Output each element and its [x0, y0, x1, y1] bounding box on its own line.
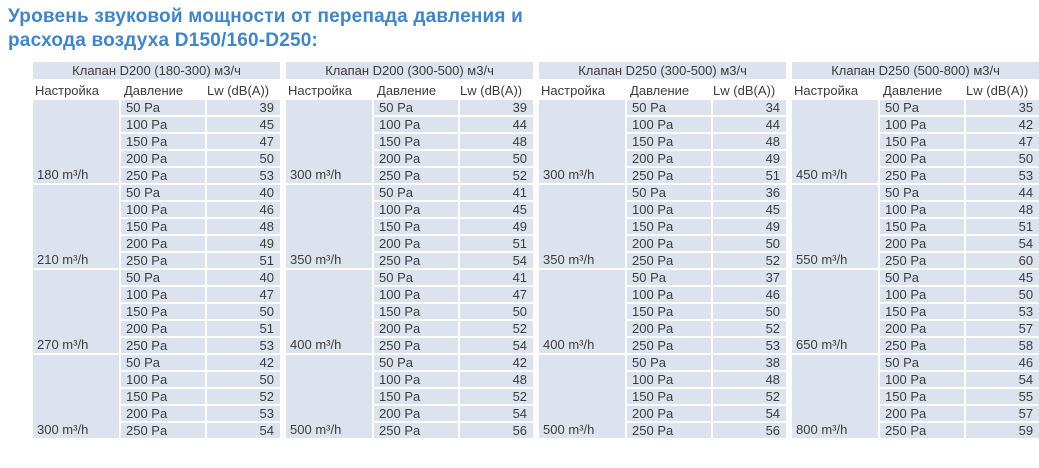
lw-value-cell: 49	[711, 151, 786, 168]
lw-value-cell: 47	[458, 287, 533, 304]
lw-value-cell: 34	[711, 100, 786, 117]
valve-table	[539, 62, 786, 440]
lw-value-cell: 48	[711, 134, 786, 151]
pressure-cell: 250 Pa	[625, 338, 711, 355]
pressure-cell: 50 Pa	[625, 355, 711, 372]
lw-value-cell: 45	[964, 270, 1039, 287]
pressure-cell: 50 Pa	[119, 100, 205, 117]
lw-value-cell: 50	[458, 304, 533, 321]
lw-value-cell: 51	[964, 219, 1039, 236]
lw-value-cell: 53	[205, 338, 280, 355]
table-row	[792, 270, 1039, 287]
pressure-cell: 50 Pa	[372, 100, 458, 117]
col-header-lw: Lw (dB(A))	[711, 81, 786, 100]
pressure-cell: 50 Pa	[119, 355, 205, 372]
pressure-cell: 200 Pa	[372, 236, 458, 253]
pressure-cell: 150 Pa	[372, 389, 458, 406]
setting-cell: 300 m³/h	[286, 100, 372, 185]
lw-value-cell: 60	[964, 253, 1039, 270]
lw-value-cell: 47	[964, 134, 1039, 151]
pressure-cell: 200 Pa	[878, 321, 964, 338]
setting-cell: 270 m³/h	[33, 270, 119, 355]
lw-value-cell: 42	[205, 355, 280, 372]
col-header-lw: Lw (dB(A))	[458, 81, 533, 100]
column-header-row	[792, 81, 1039, 100]
table-row	[539, 185, 786, 202]
lw-value-cell: 54	[458, 253, 533, 270]
pressure-cell: 250 Pa	[625, 253, 711, 270]
lw-value-cell: 53	[205, 168, 280, 185]
table-header-row	[539, 62, 786, 81]
lw-value-cell: 49	[205, 236, 280, 253]
pressure-cell: 200 Pa	[878, 151, 964, 168]
col-header-pressure: Давление	[625, 81, 711, 100]
lw-value-cell: 50	[711, 304, 786, 321]
pressure-cell: 200 Pa	[625, 151, 711, 168]
col-header-setting: Настройка	[286, 81, 372, 100]
pressure-cell: 200 Pa	[119, 321, 205, 338]
lw-value-cell: 46	[964, 355, 1039, 372]
lw-value-cell: 45	[711, 202, 786, 219]
lw-value-cell: 48	[458, 134, 533, 151]
column-header-row	[33, 81, 280, 100]
pressure-cell: 100 Pa	[372, 117, 458, 134]
valve-table	[33, 62, 280, 440]
table-row	[33, 100, 280, 117]
lw-value-cell: 54	[458, 406, 533, 423]
col-header-setting: Настройка	[792, 81, 878, 100]
pressure-cell: 50 Pa	[625, 270, 711, 287]
lw-value-cell: 57	[964, 406, 1039, 423]
page	[0, 5, 1039, 440]
pressure-cell: 250 Pa	[625, 168, 711, 185]
page-title: Уровень звуковой мощности от перепада давления и расхода воздуха D150/160-D250:	[8, 6, 524, 51]
setting-cell: 180 m³/h	[33, 100, 119, 185]
pressure-cell: 150 Pa	[119, 304, 205, 321]
pressure-cell: 200 Pa	[119, 151, 205, 168]
pressure-cell: 150 Pa	[372, 219, 458, 236]
pressure-cell: 200 Pa	[372, 151, 458, 168]
lw-value-cell: 41	[458, 270, 533, 287]
pressure-cell: 50 Pa	[625, 185, 711, 202]
lw-value-cell: 54	[964, 236, 1039, 253]
col-header-pressure: Давление	[372, 81, 458, 100]
pressure-cell: 150 Pa	[878, 304, 964, 321]
pressure-cell: 250 Pa	[119, 338, 205, 355]
lw-value-cell: 51	[458, 236, 533, 253]
pressure-cell: 50 Pa	[625, 100, 711, 117]
pressure-cell: 50 Pa	[878, 185, 964, 202]
lw-value-cell: 37	[711, 270, 786, 287]
pressure-cell: 100 Pa	[119, 372, 205, 389]
setting-cell: 300 m³/h	[33, 355, 119, 440]
pressure-cell: 100 Pa	[878, 117, 964, 134]
table-row	[33, 185, 280, 202]
lw-value-cell: 40	[205, 185, 280, 202]
pressure-cell: 150 Pa	[372, 304, 458, 321]
table-row	[33, 270, 280, 287]
lw-value-cell: 56	[458, 423, 533, 440]
pressure-cell: 150 Pa	[625, 219, 711, 236]
col-header-pressure: Давление	[119, 81, 205, 100]
table-row	[792, 355, 1039, 372]
lw-value-cell: 36	[711, 185, 786, 202]
pressure-cell: 250 Pa	[372, 338, 458, 355]
pressure-cell: 250 Pa	[119, 253, 205, 270]
lw-value-cell: 41	[458, 185, 533, 202]
pressure-cell: 250 Pa	[878, 168, 964, 185]
setting-cell: 500 m³/h	[286, 355, 372, 440]
setting-cell: 400 m³/h	[539, 270, 625, 355]
pressure-cell: 50 Pa	[372, 355, 458, 372]
setting-cell: 350 m³/h	[539, 185, 625, 270]
pressure-cell: 150 Pa	[625, 389, 711, 406]
lw-value-cell: 42	[964, 117, 1039, 134]
lw-value-cell: 48	[458, 372, 533, 389]
lw-value-cell: 56	[711, 423, 786, 440]
pressure-cell: 250 Pa	[372, 253, 458, 270]
table-row	[792, 185, 1039, 202]
lw-value-cell: 53	[964, 304, 1039, 321]
table-title: Клапан D200 (180-300) м3/ч	[33, 62, 280, 81]
pressure-cell: 200 Pa	[119, 406, 205, 423]
pressure-cell: 250 Pa	[878, 338, 964, 355]
pressure-cell: 50 Pa	[119, 185, 205, 202]
lw-value-cell: 48	[711, 372, 786, 389]
lw-value-cell: 53	[711, 338, 786, 355]
pressure-cell: 100 Pa	[119, 287, 205, 304]
valve-table	[286, 62, 533, 440]
pressure-cell: 50 Pa	[878, 100, 964, 117]
lw-value-cell: 52	[711, 389, 786, 406]
pressure-cell: 200 Pa	[625, 236, 711, 253]
lw-value-cell: 42	[458, 355, 533, 372]
pressure-cell: 100 Pa	[878, 287, 964, 304]
lw-value-cell: 54	[458, 338, 533, 355]
table-header-row	[792, 62, 1039, 81]
column-header-row	[539, 81, 786, 100]
col-header-lw: Lw (dB(A))	[964, 81, 1039, 100]
setting-cell: 500 m³/h	[539, 355, 625, 440]
setting-cell: 450 m³/h	[792, 100, 878, 185]
lw-value-cell: 48	[205, 219, 280, 236]
valve-table	[792, 62, 1039, 440]
table-row	[792, 100, 1039, 117]
pressure-cell: 50 Pa	[878, 355, 964, 372]
pressure-cell: 150 Pa	[878, 134, 964, 151]
col-header-setting: Настройка	[539, 81, 625, 100]
lw-value-cell: 50	[964, 151, 1039, 168]
pressure-cell: 200 Pa	[625, 321, 711, 338]
col-header-lw: Lw (dB(A))	[205, 81, 280, 100]
lw-value-cell: 35	[964, 100, 1039, 117]
setting-cell: 210 m³/h	[33, 185, 119, 270]
setting-cell: 350 m³/h	[286, 185, 372, 270]
pressure-cell: 100 Pa	[372, 202, 458, 219]
pressure-cell: 200 Pa	[878, 236, 964, 253]
lw-value-cell: 39	[458, 100, 533, 117]
pressure-cell: 50 Pa	[372, 270, 458, 287]
setting-cell: 400 m³/h	[286, 270, 372, 355]
lw-value-cell: 52	[711, 321, 786, 338]
tables-row	[33, 62, 1039, 440]
pressure-cell: 250 Pa	[119, 168, 205, 185]
lw-value-cell: 51	[205, 253, 280, 270]
lw-value-cell: 49	[458, 219, 533, 236]
column-header-row	[286, 81, 533, 100]
table-title: Клапан D200 (300-500) м3/ч	[286, 62, 533, 81]
table-header-row	[33, 62, 280, 81]
pressure-cell: 250 Pa	[372, 423, 458, 440]
lw-value-cell: 50	[964, 287, 1039, 304]
pressure-cell: 100 Pa	[119, 202, 205, 219]
lw-value-cell: 40	[205, 270, 280, 287]
pressure-cell: 100 Pa	[625, 202, 711, 219]
pressure-cell: 100 Pa	[625, 372, 711, 389]
pressure-cell: 250 Pa	[878, 253, 964, 270]
table-row	[286, 355, 533, 372]
col-header-setting: Настройка	[33, 81, 119, 100]
pressure-cell: 150 Pa	[372, 134, 458, 151]
lw-value-cell: 52	[458, 321, 533, 338]
lw-value-cell: 52	[711, 253, 786, 270]
lw-value-cell: 52	[205, 389, 280, 406]
lw-value-cell: 52	[458, 389, 533, 406]
pressure-cell: 100 Pa	[878, 372, 964, 389]
lw-value-cell: 54	[711, 406, 786, 423]
lw-value-cell: 47	[205, 287, 280, 304]
pressure-cell: 100 Pa	[625, 117, 711, 134]
pressure-cell: 250 Pa	[878, 423, 964, 440]
lw-value-cell: 45	[205, 117, 280, 134]
pressure-cell: 250 Pa	[119, 423, 205, 440]
table-row	[539, 100, 786, 117]
lw-value-cell: 58	[964, 338, 1039, 355]
lw-value-cell: 38	[711, 355, 786, 372]
pressure-cell: 100 Pa	[372, 372, 458, 389]
pressure-cell: 150 Pa	[878, 389, 964, 406]
pressure-cell: 100 Pa	[372, 287, 458, 304]
pressure-cell: 150 Pa	[878, 219, 964, 236]
pressure-cell: 100 Pa	[625, 287, 711, 304]
pressure-cell: 50 Pa	[372, 185, 458, 202]
lw-value-cell: 55	[964, 389, 1039, 406]
table-header-row	[286, 62, 533, 81]
lw-value-cell: 46	[205, 202, 280, 219]
col-header-pressure: Давление	[878, 81, 964, 100]
pressure-cell: 200 Pa	[878, 406, 964, 423]
lw-value-cell: 49	[711, 219, 786, 236]
lw-value-cell: 50	[205, 304, 280, 321]
lw-value-cell: 50	[205, 372, 280, 389]
lw-value-cell: 57	[964, 321, 1039, 338]
lw-value-cell: 48	[964, 202, 1039, 219]
table-row	[539, 355, 786, 372]
lw-value-cell: 50	[711, 236, 786, 253]
lw-value-cell: 44	[711, 117, 786, 134]
lw-value-cell: 44	[458, 117, 533, 134]
pressure-cell: 150 Pa	[119, 389, 205, 406]
setting-cell: 650 m³/h	[792, 270, 878, 355]
pressure-cell: 50 Pa	[878, 270, 964, 287]
lw-value-cell: 53	[964, 168, 1039, 185]
pressure-cell: 100 Pa	[119, 117, 205, 134]
lw-value-cell: 51	[205, 321, 280, 338]
lw-value-cell: 45	[458, 202, 533, 219]
table-row	[286, 100, 533, 117]
lw-value-cell: 52	[458, 168, 533, 185]
pressure-cell: 200 Pa	[625, 406, 711, 423]
pressure-cell: 200 Pa	[372, 406, 458, 423]
setting-cell: 550 m³/h	[792, 185, 878, 270]
lw-value-cell: 46	[711, 287, 786, 304]
lw-value-cell: 59	[964, 423, 1039, 440]
lw-value-cell: 53	[205, 406, 280, 423]
table-row	[539, 270, 786, 287]
lw-value-cell: 54	[964, 372, 1039, 389]
table-row	[286, 185, 533, 202]
pressure-cell: 150 Pa	[119, 134, 205, 151]
pressure-cell: 50 Pa	[119, 270, 205, 287]
setting-cell: 800 m³/h	[792, 355, 878, 440]
pressure-cell: 250 Pa	[372, 168, 458, 185]
pressure-cell: 100 Pa	[878, 202, 964, 219]
lw-value-cell: 51	[711, 168, 786, 185]
table-row	[33, 355, 280, 372]
pressure-cell: 200 Pa	[119, 236, 205, 253]
table-title: Клапан D250 (500-800) м3/ч	[792, 62, 1039, 81]
pressure-cell: 150 Pa	[119, 219, 205, 236]
setting-cell: 300 m³/h	[539, 100, 625, 185]
lw-value-cell: 47	[205, 134, 280, 151]
lw-value-cell: 50	[205, 151, 280, 168]
pressure-cell: 200 Pa	[372, 321, 458, 338]
pressure-cell: 150 Pa	[625, 304, 711, 321]
pressure-cell: 250 Pa	[625, 423, 711, 440]
lw-value-cell: 50	[458, 151, 533, 168]
lw-value-cell: 39	[205, 100, 280, 117]
pressure-cell: 150 Pa	[625, 134, 711, 151]
lw-value-cell: 44	[964, 185, 1039, 202]
lw-value-cell: 54	[205, 423, 280, 440]
table-title: Клапан D250 (300-500) м3/ч	[539, 62, 786, 81]
table-row	[286, 270, 533, 287]
